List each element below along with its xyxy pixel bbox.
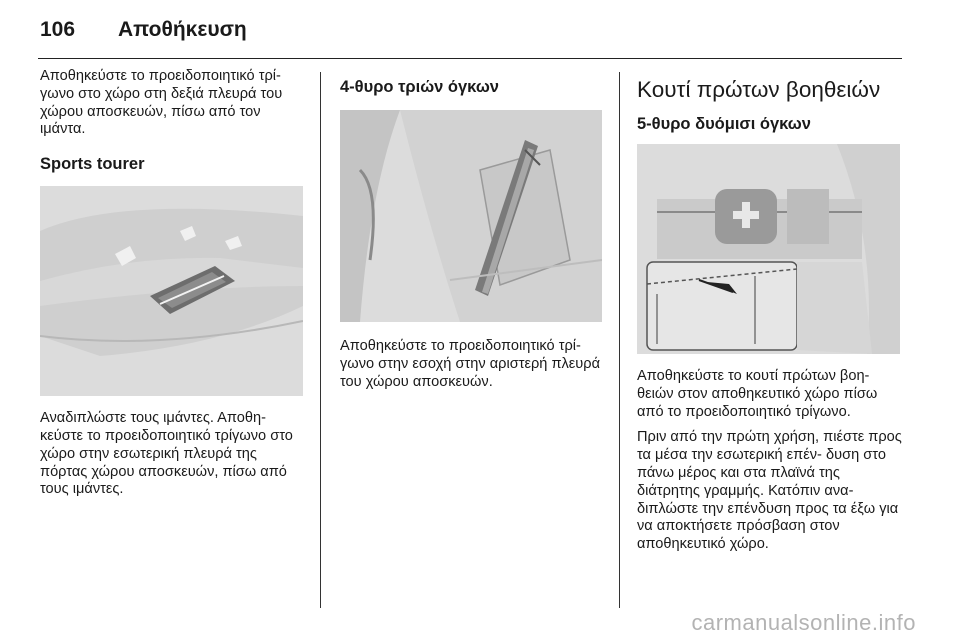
sedan-heading: 4-θυρο τριών όγκων xyxy=(340,78,499,96)
watermark: carmanualsonline.info xyxy=(691,610,916,635)
first-aid-illustration xyxy=(637,144,900,354)
hatchback-heading: 5-θυρο δυόμισι όγκων xyxy=(637,115,811,133)
column-2 xyxy=(340,68,605,391)
page-title: Αποθήκευση xyxy=(118,18,247,41)
sedan-caption: Αποθηκεύστε το προειδοποιητικό τρί- γωνο στην εσοχή στην αριστερή πλευρά του χώρου αποσκευών. xyxy=(340,338,601,390)
first-aid-heading: Κουτί πρώτων βοηθειών xyxy=(637,77,881,102)
sports-tourer-caption: Αναδιπλώστε τους ιμάντες. Αποθη- κεύστε το προειδοποιητικό τρίγωνο στο χώρο στην εσωτερική πλευρά της πόρτας χώρου αποσκευών, πίσω από τους ιμάντες. xyxy=(40,410,293,498)
sports-tourer-heading: Sports tourer xyxy=(40,155,145,174)
sports-tourer-illustration xyxy=(40,186,303,396)
column-divider-1 xyxy=(320,72,321,608)
column-1 xyxy=(40,68,305,499)
first-aid-paragraph-1: Αποθηκεύστε το κουτί πρώτων βοη- θειών στον αποθηκευτικό χώρο πίσω από το προειδοποιητικό τρίγωνο. xyxy=(637,368,878,420)
intro-paragraph: Αποθηκεύστε το προειδοποιητικό τρί- γωνο στο χώρο στη δεξιά πλευρά του χώρου αποσκευών, πίσω από τον ιμάντα. xyxy=(40,68,283,138)
header-rule xyxy=(38,58,902,59)
column-3 xyxy=(637,68,902,554)
sedan-illustration xyxy=(340,110,602,322)
column-divider-2 xyxy=(619,72,620,608)
page-number: 106 xyxy=(40,18,76,41)
first-aid-paragraph-2: Πριν από την πρώτη χρήση, πιέστε προς τα μέσα την εσωτερική επέν- δυση στο πάνω μέρος και στα πλαϊνά της διάτρητης γραμμής. Κατόπιν ανα- διπλώστε την επένδυση προς τα έξω για να αποκτήσετε πρόσβαση στον αποθηκευτικό χώρο. xyxy=(637,429,902,553)
